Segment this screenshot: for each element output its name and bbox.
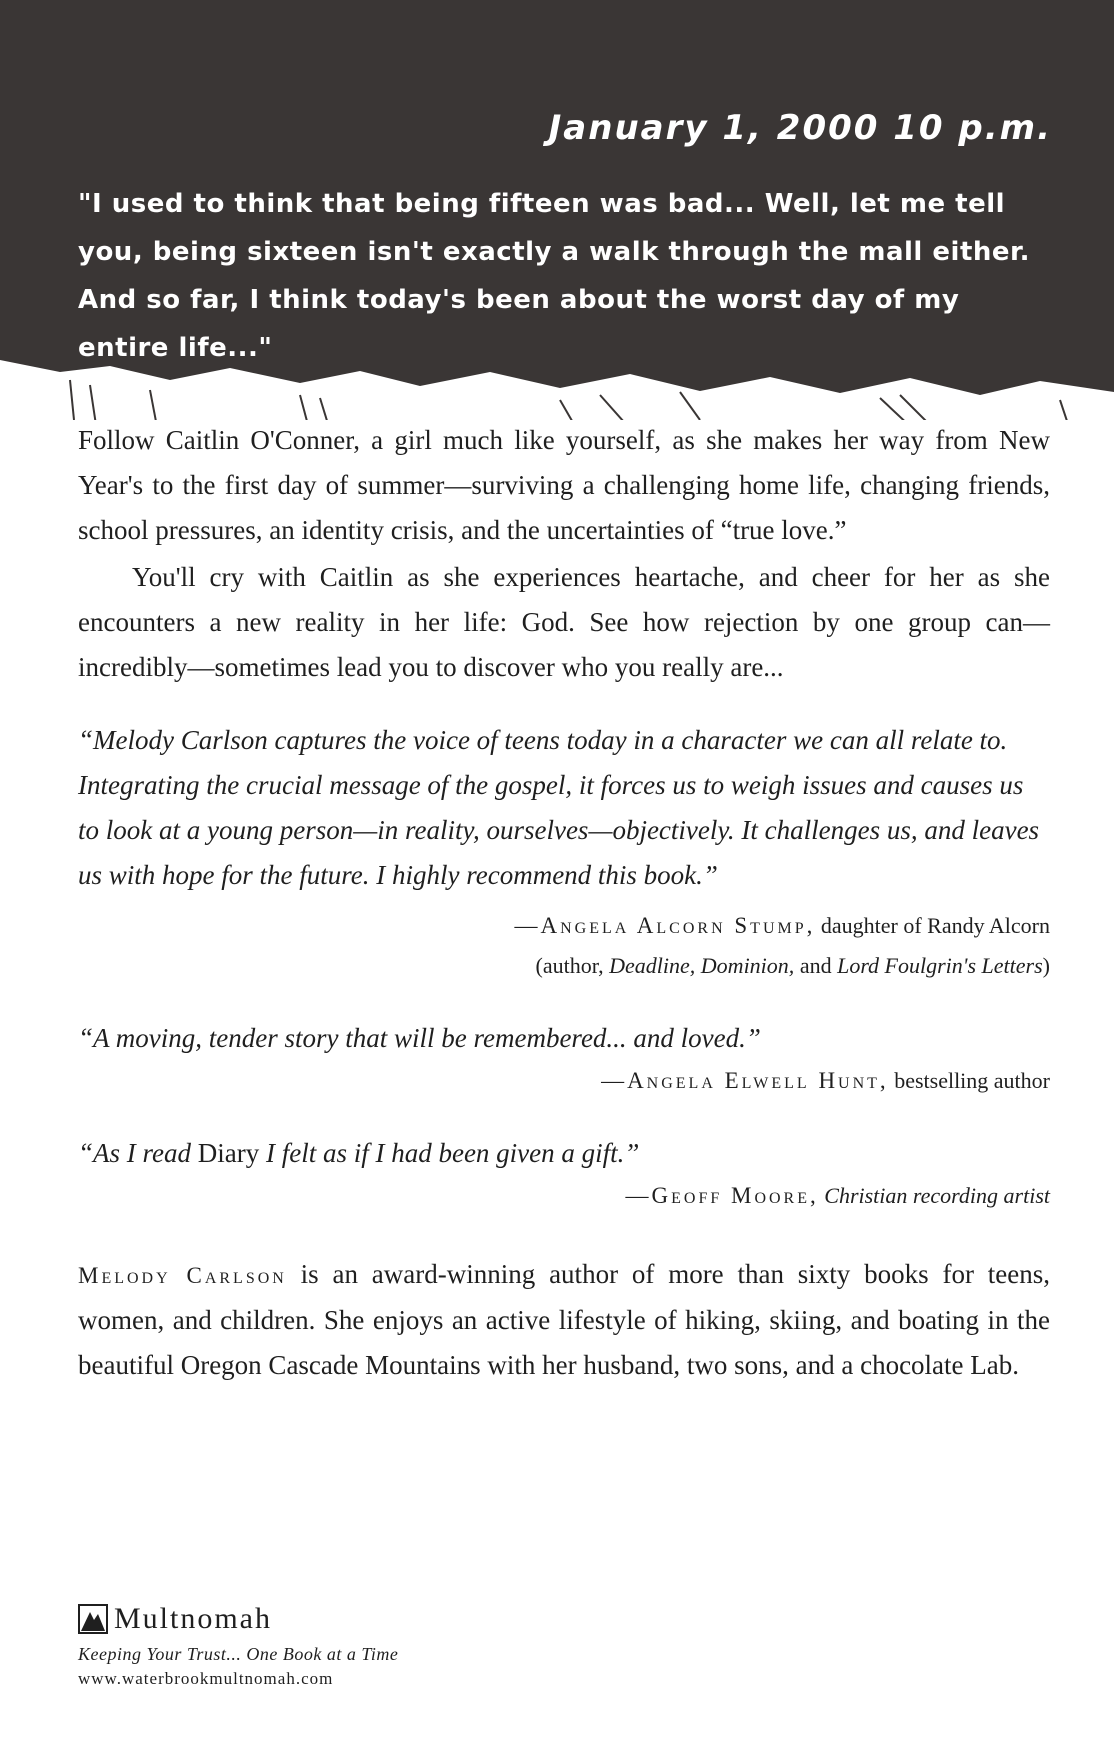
- multnomah-logo-icon: [78, 1604, 108, 1634]
- quote-3-pre: “As I read: [78, 1138, 198, 1168]
- publisher-tagline: Keeping Your Trust... One Book at a Time: [78, 1644, 399, 1664]
- endorsement-quote-3: [78, 1131, 1050, 1176]
- endorsement-credits-1: [78, 946, 1050, 986]
- book-title: Diary: [197, 1138, 260, 1168]
- endorsement-attribution-3: [78, 1176, 1050, 1216]
- endorser-role-3: Christian recording artist: [818, 1183, 1050, 1208]
- author-bio-text: is an award-winning author of more than sixty books for teens, women, and children. She enjoys an active lifestyle of hiking, skiing, and boating in the beautiful Oregon Cascade Mountains with her husband, two sons, and a chocolate Lab.: [78, 1259, 1050, 1380]
- endorser-name-1: —Angela Alcorn Stump,: [514, 913, 816, 938]
- description-paragraph-2: You'll cry with Caitlin as she experiences heartache, and cheer for her as she encounters a new reality in her life: God. See how rejection by one group can—incredibly—sometimes lead you to discover who you really are...: [78, 562, 1050, 682]
- endorsement-quote-2: “A moving, tender story that will be remembered... and loved.”: [78, 1023, 761, 1053]
- credits-and: and: [794, 953, 838, 978]
- quote-3-post: I felt as if I had been given a gift.”: [259, 1138, 640, 1168]
- diary-banner: [0, 0, 1114, 420]
- credits-work-last: Lord Foulgrin's Letters: [837, 953, 1043, 978]
- author-bio: [78, 1252, 1050, 1388]
- endorser-role-1: daughter of Randy Alcorn: [815, 913, 1050, 938]
- endorsement-attribution-1: [78, 906, 1050, 946]
- credits-open: (author,: [535, 953, 610, 978]
- endorser-name-3: —Geoff Moore,: [625, 1183, 819, 1208]
- diary-quote: "I used to think that being fifteen was bad... Well, let me tell you, being sixteen isn't exactly a walk through the mall either. And so far, I think today's been about the worst day of my entire life...": [78, 189, 1031, 363]
- description-paragraph-1: Follow Caitlin O'Conner, a girl much like yourself, as she makes her way from New Year's to the first day of summer—surviving a challenging home life, changing friends, school pressures, an identity crisis, and the uncertainties of “true love.”: [78, 425, 1050, 545]
- publisher-name: Multnomah: [114, 1602, 272, 1635]
- credits-close: ): [1042, 953, 1050, 978]
- diary-date: January 1, 2000 10 p.m.: [548, 108, 1052, 148]
- back-cover-text: [78, 418, 1050, 1388]
- endorser-name-2: —Angela Elwell Hunt,: [601, 1068, 889, 1093]
- endorsement-quote-1: “Melody Carlson captures the voice of teens today in a character we can all relate to. Integrating the crucial message of the gospel, it forces us to weigh issues and causes us to look at a young person—in reality, ourselves—objectively. It challenges us, and leaves us with hope for the future. I highly recommend this book.”: [78, 725, 1040, 890]
- publisher-block: [78, 1602, 398, 1689]
- credits-works: Deadline, Dominion,: [609, 953, 795, 978]
- author-name: Melody Carlson: [78, 1263, 287, 1288]
- publisher-url[interactable]: www.waterbrookmultnomah.com: [78, 1669, 334, 1688]
- endorsement-attribution-2: [78, 1061, 1050, 1101]
- endorser-role-2: bestselling author: [888, 1068, 1050, 1093]
